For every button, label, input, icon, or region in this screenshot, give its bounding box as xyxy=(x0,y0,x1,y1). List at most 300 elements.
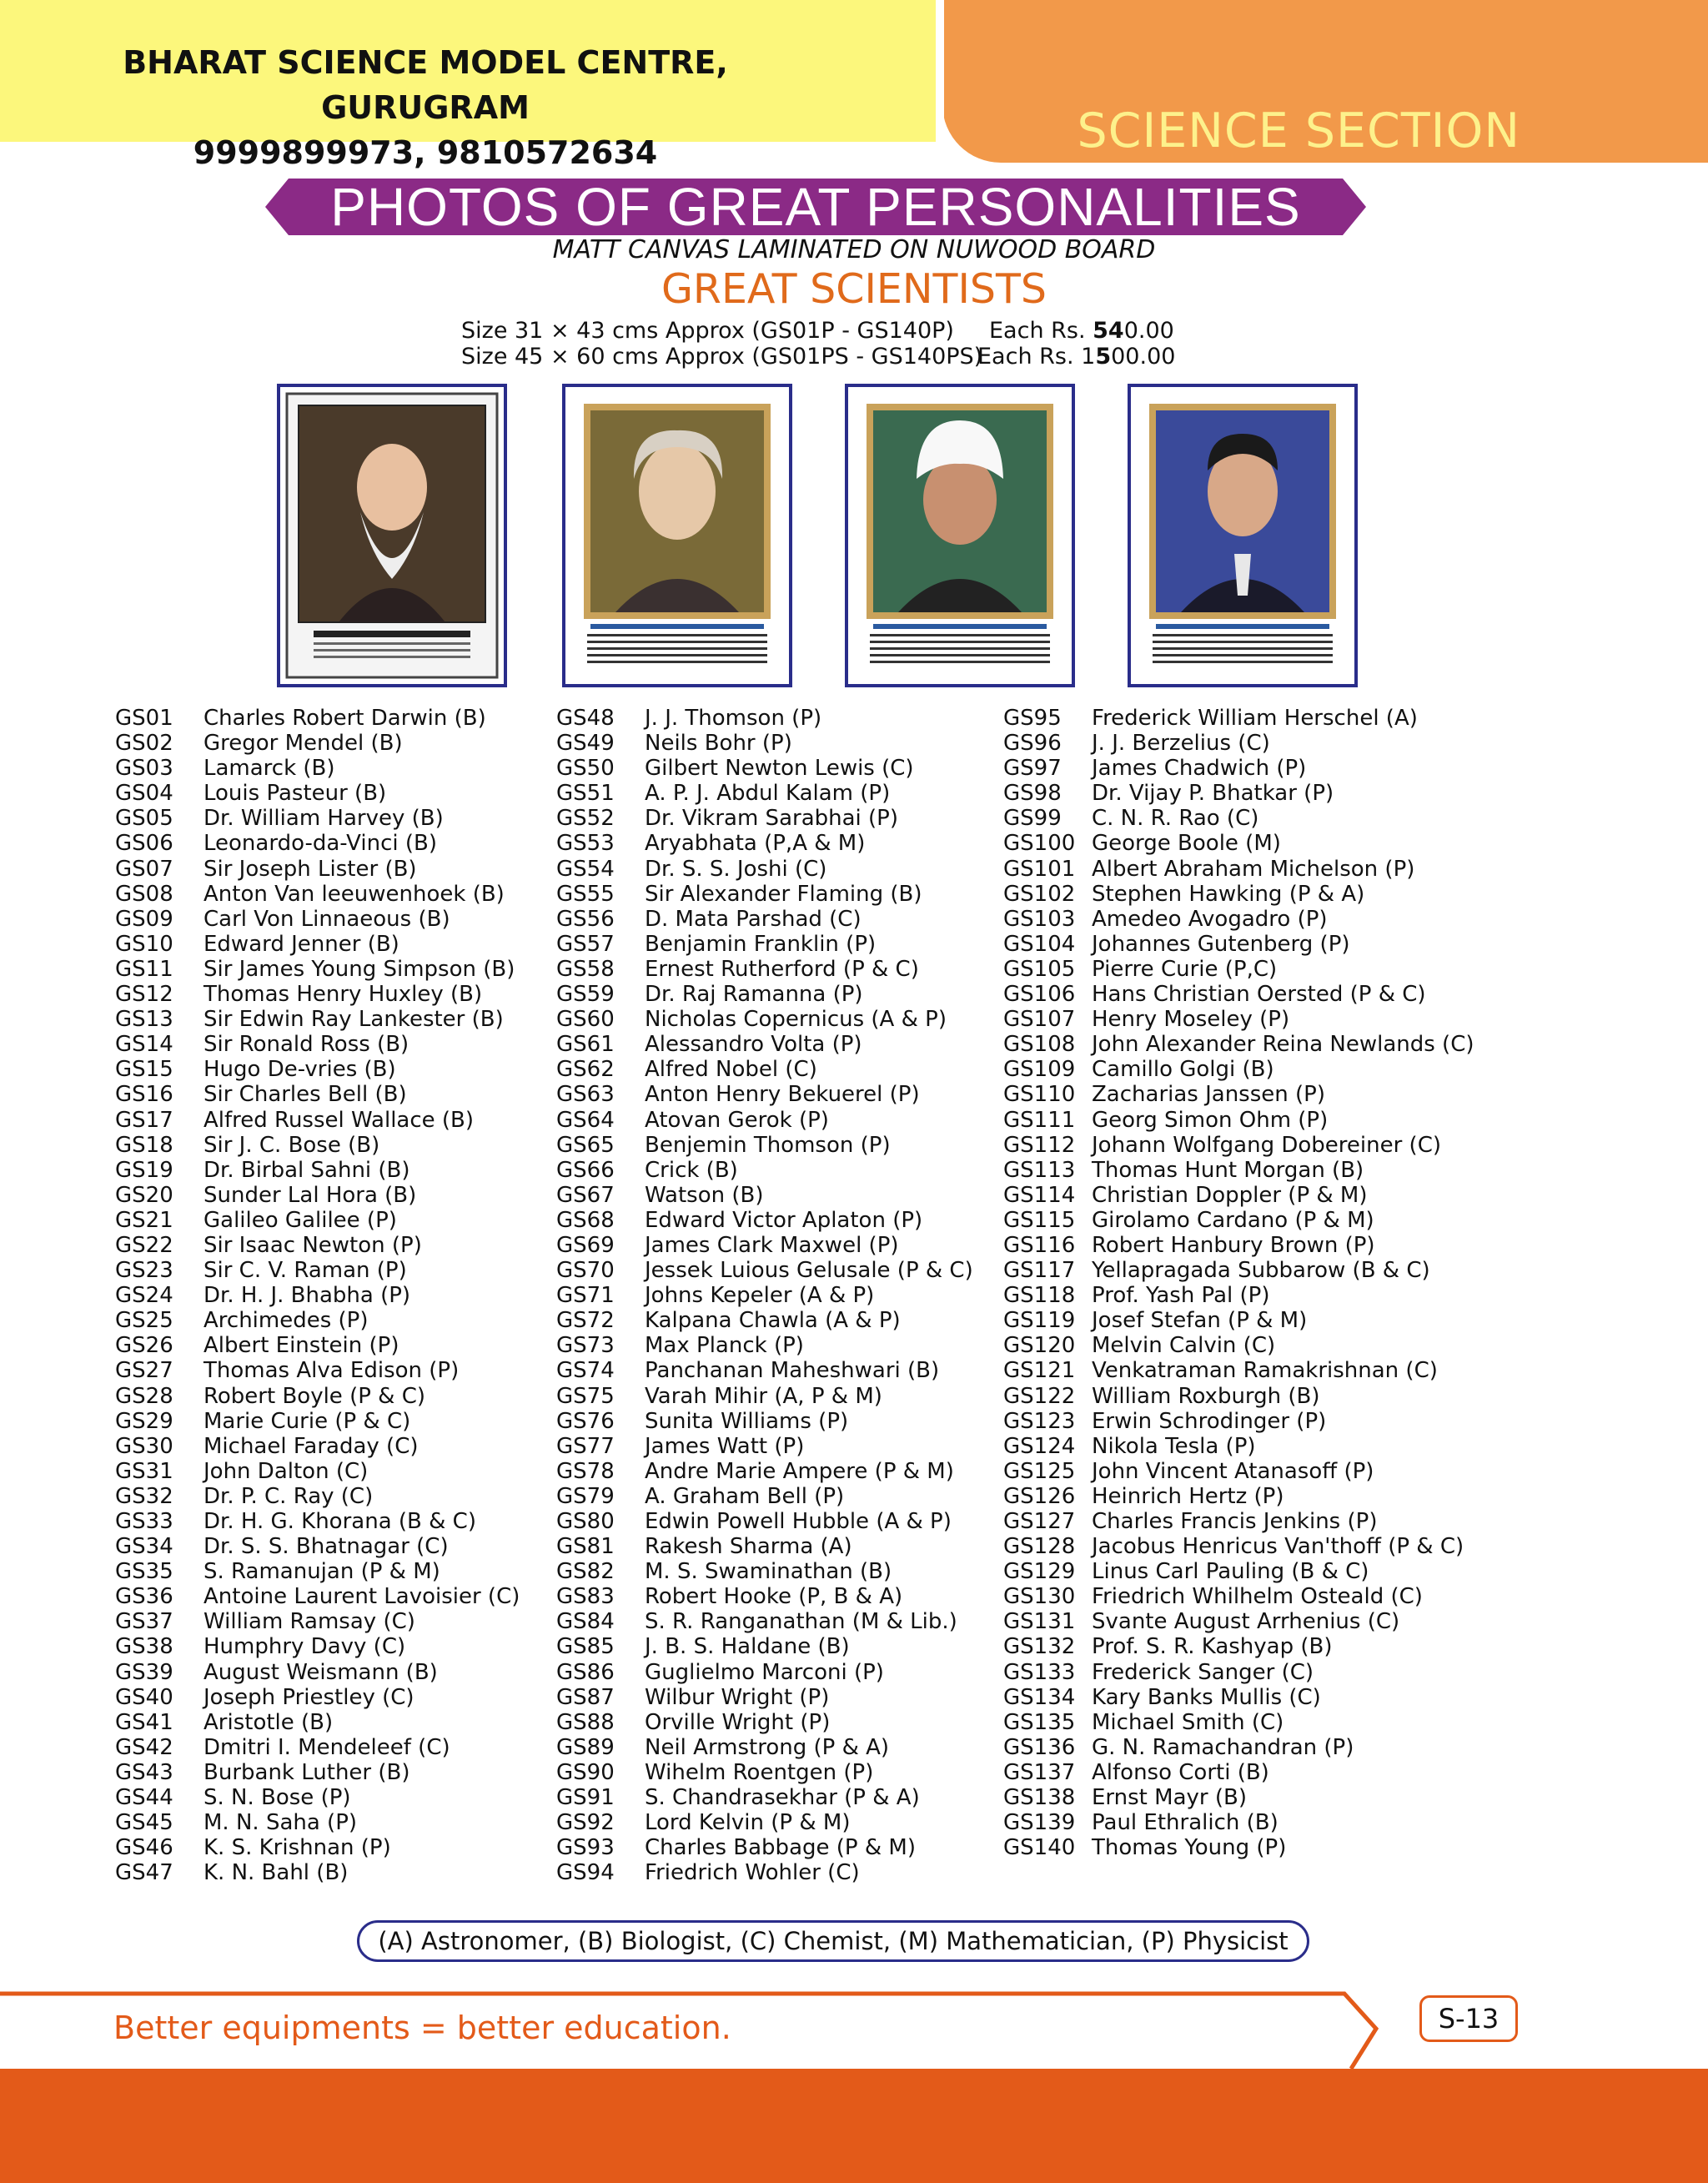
item-code: GS32 xyxy=(115,1483,173,1509)
item-name: Sir Edwin Ray Lankester (B) xyxy=(203,1007,504,1033)
item-name: Sir Joseph Lister (B) xyxy=(203,856,417,882)
item-name: William Roxburgh (B) xyxy=(1092,1383,1320,1409)
item-name: S. N. Bose (P) xyxy=(203,1785,351,1811)
item-name: Alfonso Corti (B) xyxy=(1092,1759,1269,1785)
item-name: Albert Einstein (P) xyxy=(203,1333,399,1359)
list-item xyxy=(556,1032,973,1057)
list-item xyxy=(1003,1358,1474,1383)
item-name: Guglielmo Marconi (P) xyxy=(645,1659,884,1685)
item-name: Jacobus Henricus Van'thoff (P & C) xyxy=(1092,1534,1464,1560)
item-code: GS104 xyxy=(1003,931,1076,957)
category-heading: GREAT SCIENTISTS xyxy=(661,265,1047,313)
item-code: GS134 xyxy=(1003,1684,1076,1710)
list-item xyxy=(1003,1108,1474,1133)
list-item xyxy=(1003,1183,1474,1208)
item-code: GS95 xyxy=(1003,706,1062,731)
item-code: GS28 xyxy=(115,1383,173,1409)
item-name: August Weismann (B) xyxy=(203,1659,438,1685)
list-item xyxy=(556,1735,973,1760)
item-code: GS39 xyxy=(115,1659,173,1685)
item-name: Neils Bohr (P) xyxy=(645,731,792,757)
page-number: S-13 xyxy=(1419,1995,1518,2042)
item-name: Crick (B) xyxy=(645,1157,738,1183)
list-item xyxy=(115,1634,520,1659)
item-name: Jessek Luious Gelusale (P & C) xyxy=(645,1258,973,1284)
item-code: GS76 xyxy=(556,1408,615,1434)
list-item xyxy=(556,1459,973,1484)
item-name: Johann Wolfgang Dobereiner (C) xyxy=(1092,1132,1441,1158)
item-name: Dr. Raj Ramanna (P) xyxy=(645,982,863,1008)
item-name: Carl Von Linnaeous (B) xyxy=(203,906,450,932)
item-code: GS90 xyxy=(556,1759,615,1785)
item-code: GS40 xyxy=(115,1684,173,1710)
item-name: Charles Babbage (P & M) xyxy=(645,1835,916,1861)
list-item xyxy=(556,1660,973,1685)
banner-title: PHOTOS OF GREAT PERSONALITIES xyxy=(330,177,1301,237)
item-code: GS19 xyxy=(115,1157,173,1183)
list-item xyxy=(115,932,520,957)
item-code: GS91 xyxy=(556,1785,615,1811)
item-name: Sir Alexander Flaming (B) xyxy=(645,881,922,907)
item-name: Watson (B) xyxy=(645,1182,764,1208)
item-code: GS103 xyxy=(1003,906,1076,932)
list-item xyxy=(1003,1735,1474,1760)
item-code: GS108 xyxy=(1003,1032,1076,1058)
item-name: Prof. Yash Pal (P) xyxy=(1092,1283,1270,1309)
item-name: Sir J. C. Bose (B) xyxy=(203,1132,380,1158)
item-code: GS12 xyxy=(115,982,173,1008)
item-code: GS110 xyxy=(1003,1082,1076,1108)
list-item xyxy=(115,1760,520,1785)
item-name: Svante August Arrhenius (C) xyxy=(1092,1609,1400,1635)
item-name: Rakesh Sharma (A) xyxy=(645,1534,852,1560)
item-code: GS59 xyxy=(556,982,615,1008)
subtitle: MATT CANVAS LAMINATED ON NUWOOD BOARD xyxy=(552,235,1156,264)
list-item xyxy=(115,731,520,756)
item-name: Johannes Gutenberg (P) xyxy=(1092,931,1350,957)
item-name: James Watt (P) xyxy=(645,1433,805,1459)
item-name: Dr. H. J. Bhabha (P) xyxy=(203,1283,411,1309)
list-item xyxy=(556,756,973,781)
item-code: GS124 xyxy=(1003,1433,1076,1459)
list-item xyxy=(556,1685,973,1710)
item-name: Dr. Birbal Sahni (B) xyxy=(203,1157,410,1183)
item-name: Dr. Vijay P. Bhatkar (P) xyxy=(1092,781,1334,807)
item-code: GS101 xyxy=(1003,856,1076,882)
item-code: GS48 xyxy=(556,706,615,731)
item-code: GS92 xyxy=(556,1810,615,1836)
item-name: Thomas Young (P) xyxy=(1092,1835,1287,1861)
list-item xyxy=(556,806,973,831)
item-name: Varah Mihir (A, P & M) xyxy=(645,1383,882,1409)
list-item xyxy=(1003,1584,1474,1609)
list-item xyxy=(556,1108,973,1133)
list-item xyxy=(115,831,520,856)
item-code: GS114 xyxy=(1003,1182,1076,1208)
item-code: GS140 xyxy=(1003,1835,1076,1861)
item-name: A. Graham Bell (P) xyxy=(645,1483,845,1509)
item-code: GS56 xyxy=(556,906,615,932)
item-code: GS64 xyxy=(556,1107,615,1133)
item-code: GS117 xyxy=(1003,1258,1076,1284)
item-name: Max Planck (P) xyxy=(645,1333,804,1359)
item-name: Joseph Priestley (C) xyxy=(203,1684,414,1710)
item-code: GS107 xyxy=(1003,1007,1076,1033)
item-code: GS97 xyxy=(1003,756,1062,782)
item-code: GS18 xyxy=(115,1132,173,1158)
item-code: GS10 xyxy=(115,931,173,957)
item-name: A. P. J. Abdul Kalam (P) xyxy=(645,781,891,807)
list-item xyxy=(1003,907,1474,932)
item-name: Andre Marie Ampere (P & M) xyxy=(645,1458,954,1484)
section-label: SCIENCE SECTION xyxy=(1077,103,1520,158)
list-item xyxy=(1003,1710,1474,1735)
item-name: Sir Ronald Ross (B) xyxy=(203,1032,409,1058)
item-name: Prof. S. R. Kashyap (B) xyxy=(1092,1634,1333,1660)
list-item xyxy=(556,982,973,1007)
item-name: Melvin Calvin (C) xyxy=(1092,1333,1276,1359)
item-name: Humphry Davy (C) xyxy=(203,1634,406,1660)
list-item xyxy=(115,1609,520,1634)
portrait-darwin-image xyxy=(280,387,504,684)
item-name: Leonardo-da-Vinci (B) xyxy=(203,831,437,857)
header-divider xyxy=(936,0,944,154)
item-name: J. B. S. Haldane (B) xyxy=(645,1634,850,1660)
item-name: Friedrich Whilhelm Osteald (C) xyxy=(1092,1584,1423,1610)
list-item xyxy=(1003,1158,1474,1183)
list-item xyxy=(556,1233,973,1258)
item-code: GS109 xyxy=(1003,1057,1076,1083)
price-line-1: Each Rs. 540.00 xyxy=(989,318,1174,344)
list-item xyxy=(1003,1509,1474,1534)
item-code: GS72 xyxy=(556,1308,615,1334)
price-line-2: Each Rs. 1500.00 xyxy=(977,344,1176,370)
list-item xyxy=(556,1434,973,1459)
item-code: GS41 xyxy=(115,1709,173,1735)
item-code: GS43 xyxy=(115,1759,173,1785)
list-item xyxy=(556,1133,973,1158)
item-name: Benjamin Franklin (P) xyxy=(645,931,877,957)
item-name: Dr. P. C. Ray (C) xyxy=(203,1483,374,1509)
item-name: Gilbert Newton Lewis (C) xyxy=(645,756,914,782)
list-item xyxy=(1003,1609,1474,1634)
item-code: GS66 xyxy=(556,1157,615,1183)
list-item xyxy=(115,1384,520,1409)
item-name: Erwin Schrodinger (P) xyxy=(1092,1408,1327,1434)
item-code: GS79 xyxy=(556,1483,615,1509)
item-name: Dmitri I. Mendeleef (C) xyxy=(203,1734,450,1760)
list-item xyxy=(115,1860,520,1885)
item-name: Hans Christian Oersted (P & C) xyxy=(1092,982,1426,1008)
item-code: GS52 xyxy=(556,806,615,832)
list-item xyxy=(1003,1835,1474,1860)
list-item xyxy=(1003,1233,1474,1258)
list-item xyxy=(1003,831,1474,856)
list-item xyxy=(115,781,520,806)
list-item xyxy=(1003,1685,1474,1710)
item-code: GS31 xyxy=(115,1458,173,1484)
item-name: Wilbur Wright (P) xyxy=(645,1684,830,1710)
item-code: GS04 xyxy=(115,781,173,807)
size-line-1: Size 31 × 43 cms Approx (GS01P - GS140P) xyxy=(461,318,954,344)
item-code: GS05 xyxy=(115,806,173,832)
portrait-image xyxy=(277,384,507,687)
list-item xyxy=(115,1358,520,1383)
item-code: GS49 xyxy=(556,731,615,757)
list-item xyxy=(1003,1308,1474,1333)
item-name: Thomas Hunt Morgan (B) xyxy=(1092,1157,1364,1183)
item-name: Alessandro Volta (P) xyxy=(645,1032,862,1058)
item-code: GS99 xyxy=(1003,806,1062,832)
item-code: GS129 xyxy=(1003,1559,1076,1585)
item-name: Frederick Sanger (C) xyxy=(1092,1659,1314,1685)
list-item xyxy=(115,1785,520,1810)
item-code: GS27 xyxy=(115,1358,173,1384)
scientist-list-column-3 xyxy=(1003,706,1474,1860)
item-code: GS93 xyxy=(556,1835,615,1861)
list-item xyxy=(115,1208,520,1233)
list-item xyxy=(115,756,520,781)
list-item xyxy=(115,1183,520,1208)
list-item xyxy=(556,882,973,907)
item-code: GS80 xyxy=(556,1509,615,1534)
item-name: Aristotle (B) xyxy=(203,1709,334,1735)
list-item xyxy=(556,932,973,957)
item-name: M. S. Swaminathan (B) xyxy=(645,1559,892,1585)
item-code: GS22 xyxy=(115,1232,173,1258)
item-code: GS118 xyxy=(1003,1283,1076,1309)
item-name: Amedeo Avogadro (P) xyxy=(1092,906,1328,932)
list-item xyxy=(1003,1409,1474,1434)
list-item xyxy=(556,1183,973,1208)
item-code: GS01 xyxy=(115,706,173,731)
list-item xyxy=(556,781,973,806)
item-code: GS69 xyxy=(556,1232,615,1258)
item-name: John Vincent Atanasoff (P) xyxy=(1092,1458,1374,1484)
list-item xyxy=(556,1007,973,1032)
item-name: Galileo Galilee (P) xyxy=(203,1207,397,1233)
item-name: M. N. Saha (P) xyxy=(203,1810,358,1836)
list-item xyxy=(115,1735,520,1760)
item-name: Georg Simon Ohm (P) xyxy=(1092,1107,1329,1133)
item-name: K. S. Krishnan (P) xyxy=(203,1835,391,1861)
list-item xyxy=(1003,756,1474,781)
item-code: GS57 xyxy=(556,931,615,957)
item-name: Louis Pasteur (B) xyxy=(203,781,387,807)
list-item xyxy=(1003,1760,1474,1785)
item-name: Edwin Powell Hubble (A & P) xyxy=(645,1509,952,1534)
footer-tagline: Better equipments = better education. xyxy=(113,2009,731,2046)
list-item xyxy=(1003,932,1474,957)
item-code: GS98 xyxy=(1003,781,1062,807)
item-code: GS62 xyxy=(556,1057,615,1083)
list-item xyxy=(1003,882,1474,907)
item-code: GS81 xyxy=(556,1534,615,1560)
item-name: Ernst Mayr (B) xyxy=(1092,1785,1247,1811)
item-code: GS24 xyxy=(115,1283,173,1309)
item-code: GS21 xyxy=(115,1207,173,1233)
list-item xyxy=(1003,806,1474,831)
item-code: GS30 xyxy=(115,1433,173,1459)
item-code: GS84 xyxy=(556,1609,615,1635)
item-code: GS122 xyxy=(1003,1383,1076,1409)
list-item xyxy=(1003,1785,1474,1810)
item-name: Lamarck (B) xyxy=(203,756,335,782)
item-code: GS11 xyxy=(115,956,173,982)
item-name: Robert Hooke (P, B & A) xyxy=(645,1584,903,1610)
item-name: C. N. R. Rao (C) xyxy=(1092,806,1259,832)
list-item xyxy=(556,1308,973,1333)
list-item xyxy=(1003,1559,1474,1584)
item-code: GS67 xyxy=(556,1182,615,1208)
list-item xyxy=(115,1484,520,1509)
item-code: GS78 xyxy=(556,1458,615,1484)
item-name: K. N. Bahl (B) xyxy=(203,1860,349,1886)
item-name: Paul Ethralich (B) xyxy=(1092,1810,1278,1836)
item-name: Charles Robert Darwin (B) xyxy=(203,706,486,731)
item-code: GS60 xyxy=(556,1007,615,1033)
list-item xyxy=(1003,1283,1474,1308)
item-code: GS131 xyxy=(1003,1609,1076,1635)
item-name: George Boole (M) xyxy=(1092,831,1281,857)
list-item xyxy=(115,1685,520,1710)
list-item xyxy=(1003,1258,1474,1283)
item-name: Orville Wright (P) xyxy=(645,1709,831,1735)
list-item xyxy=(556,1634,973,1659)
item-name: William Ramsay (C) xyxy=(203,1609,415,1635)
item-name: Yellapragada Subbarow (B & C) xyxy=(1092,1258,1430,1284)
list-item xyxy=(115,1835,520,1860)
item-name: S. Chandrasekhar (P & A) xyxy=(645,1785,920,1811)
list-item xyxy=(115,1434,520,1459)
item-name: Robert Hanbury Brown (P) xyxy=(1092,1232,1375,1258)
item-code: GS106 xyxy=(1003,982,1076,1008)
item-code: GS13 xyxy=(115,1007,173,1033)
item-code: GS133 xyxy=(1003,1659,1076,1685)
list-item xyxy=(556,1860,973,1885)
item-name: Anton Henry Bekuerel (P) xyxy=(645,1082,920,1108)
item-name: Kalpana Chawla (A & P) xyxy=(645,1308,901,1334)
list-item xyxy=(1003,1660,1474,1685)
item-code: GS16 xyxy=(115,1082,173,1108)
list-item xyxy=(115,1584,520,1609)
item-name: Michael Smith (C) xyxy=(1092,1709,1284,1735)
item-name: James Chadwich (P) xyxy=(1092,756,1307,782)
item-code: GS20 xyxy=(115,1182,173,1208)
legend-box: (A) Astronomer, (B) Biologist, (C) Chemist, (M) Mathematician, (P) Physicist xyxy=(357,1920,1309,1962)
item-code: GS87 xyxy=(556,1684,615,1710)
item-code: GS07 xyxy=(115,856,173,882)
item-name: Wihelm Roentgen (P) xyxy=(645,1759,874,1785)
item-code: GS63 xyxy=(556,1082,615,1108)
list-item xyxy=(115,1108,520,1133)
item-code: GS137 xyxy=(1003,1759,1076,1785)
list-item xyxy=(115,1057,520,1082)
item-name: John Dalton (C) xyxy=(203,1458,369,1484)
item-code: GS33 xyxy=(115,1509,173,1534)
item-name: Dr. S. S. Joshi (C) xyxy=(645,856,827,882)
item-code: GS23 xyxy=(115,1258,173,1284)
item-name: Marie Curie (P & C) xyxy=(203,1408,411,1434)
item-code: GS128 xyxy=(1003,1534,1076,1560)
list-item xyxy=(556,1333,973,1358)
item-name: Friedrich Wohler (C) xyxy=(645,1860,860,1886)
list-item xyxy=(556,1358,973,1383)
item-name: Linus Carl Pauling (B & C) xyxy=(1092,1559,1369,1585)
item-name: Nikola Tesla (P) xyxy=(1092,1433,1256,1459)
item-code: GS65 xyxy=(556,1132,615,1158)
list-item xyxy=(556,1258,973,1283)
list-item xyxy=(115,1660,520,1685)
list-item xyxy=(115,1333,520,1358)
portrait-image xyxy=(562,384,792,687)
item-code: GS25 xyxy=(115,1308,173,1334)
scientist-list-column-2 xyxy=(556,706,973,1885)
portrait-raman-image xyxy=(848,387,1072,684)
list-item xyxy=(556,1534,973,1559)
item-code: GS45 xyxy=(115,1810,173,1836)
item-name: Aryabhata (P,A & M) xyxy=(645,831,866,857)
item-code: GS02 xyxy=(115,731,173,757)
portrait-einstein-image xyxy=(565,387,789,684)
list-item xyxy=(556,1283,973,1308)
item-code: GS123 xyxy=(1003,1408,1076,1434)
item-name: Sunder Lal Hora (B) xyxy=(203,1182,417,1208)
item-name: S. Ramanujan (P & M) xyxy=(203,1559,440,1585)
item-name: Pierre Curie (P,C) xyxy=(1092,956,1278,982)
footer-bar xyxy=(0,2069,1708,2183)
list-item xyxy=(556,1810,973,1835)
item-code: GS37 xyxy=(115,1609,173,1635)
item-code: GS125 xyxy=(1003,1458,1076,1484)
list-item xyxy=(115,1409,520,1434)
list-item xyxy=(556,1609,973,1634)
item-code: GS47 xyxy=(115,1860,173,1886)
list-item xyxy=(556,706,973,731)
list-item xyxy=(115,907,520,932)
list-item xyxy=(556,907,973,932)
item-name: J. J. Berzelius (C) xyxy=(1092,731,1270,757)
list-item xyxy=(115,1559,520,1584)
item-name: D. Mata Parshad (C) xyxy=(645,906,862,932)
item-code: GS35 xyxy=(115,1559,173,1585)
item-code: GS46 xyxy=(115,1835,173,1861)
item-code: GS138 xyxy=(1003,1785,1076,1811)
list-item xyxy=(115,982,520,1007)
item-code: GS09 xyxy=(115,906,173,932)
list-item xyxy=(556,831,973,856)
list-item xyxy=(115,1534,520,1559)
portrait-image xyxy=(1128,384,1358,687)
size-line-2: Size 45 × 60 cms Approx (GS01PS - GS140PS) xyxy=(461,344,983,370)
item-name: Burbank Luther (B) xyxy=(203,1759,410,1785)
list-item xyxy=(556,1057,973,1082)
item-code: GS121 xyxy=(1003,1358,1076,1384)
list-item xyxy=(1003,1634,1474,1659)
portrait-bhabha-image xyxy=(1131,387,1354,684)
list-item xyxy=(556,1082,973,1107)
item-code: GS58 xyxy=(556,956,615,982)
title-banner xyxy=(265,179,1366,235)
list-item xyxy=(115,1459,520,1484)
item-name: Alfred Nobel (C) xyxy=(645,1057,817,1083)
list-item xyxy=(1003,706,1474,731)
item-code: GS36 xyxy=(115,1584,173,1610)
list-item xyxy=(115,882,520,907)
list-item xyxy=(556,1835,973,1860)
item-name: Henry Moseley (P) xyxy=(1092,1007,1290,1033)
item-name: Stephen Hawking (P & A) xyxy=(1092,881,1365,907)
